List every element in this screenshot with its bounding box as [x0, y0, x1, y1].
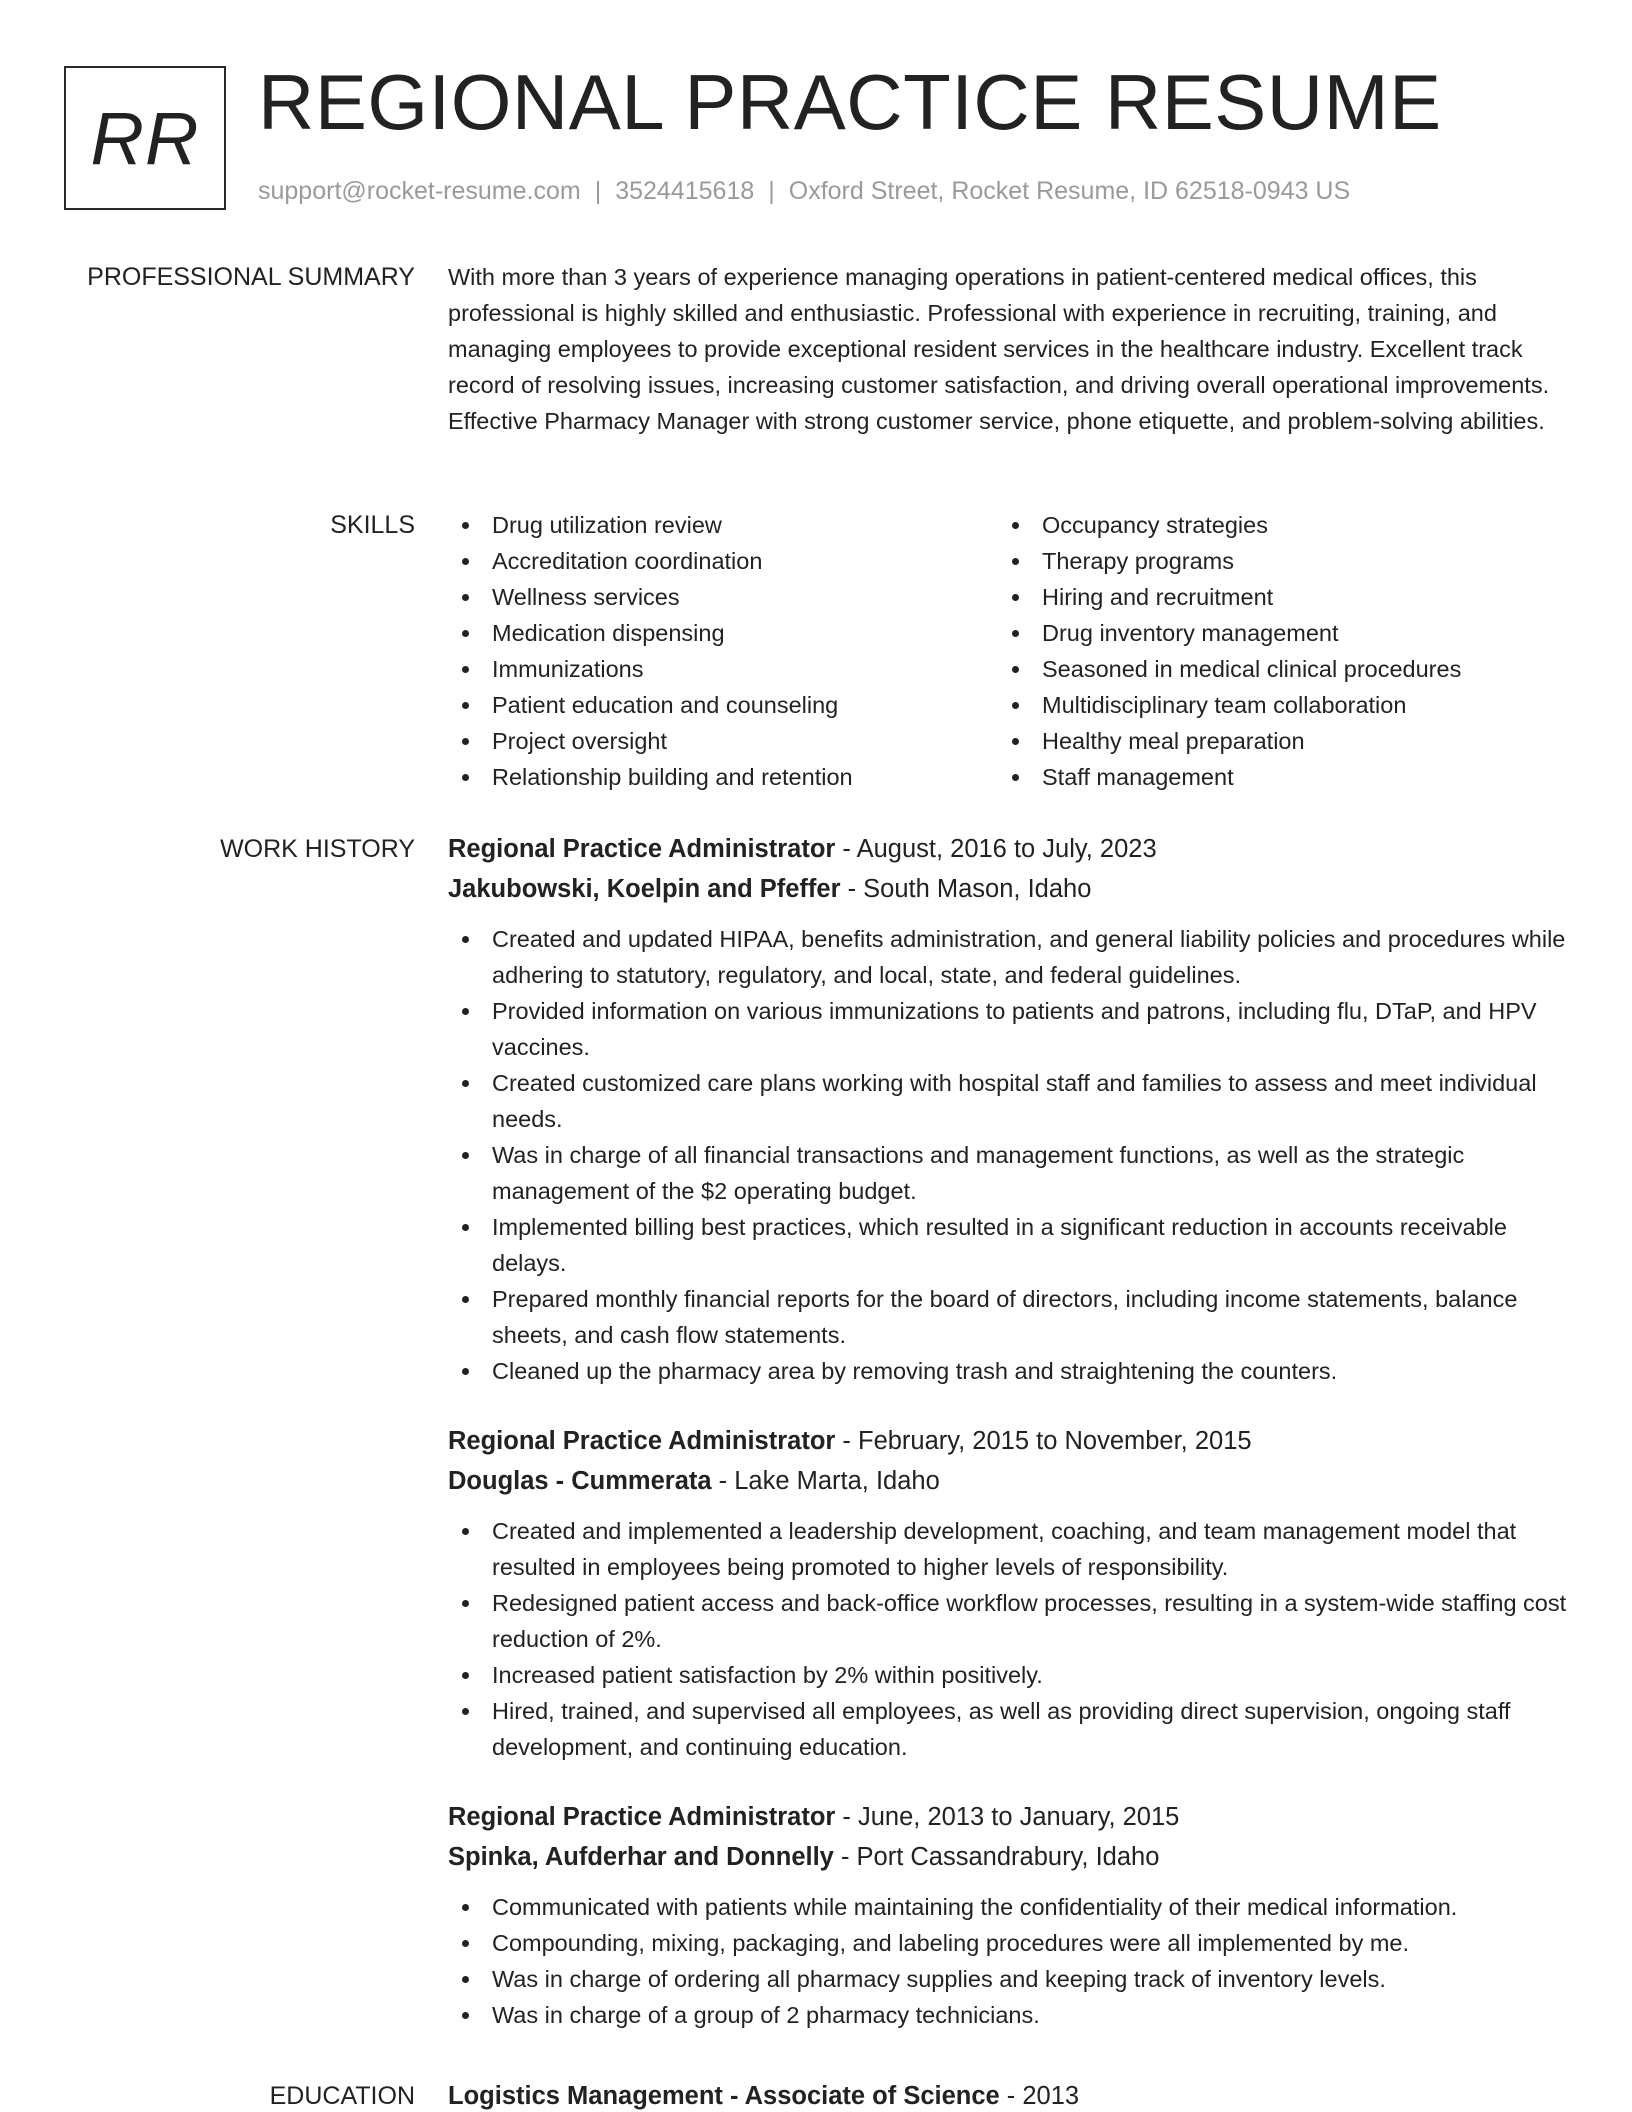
list-item: Cleaned up the pharmacy area by removing trash and straightening the counters.: [448, 1353, 1568, 1389]
list-item: Accreditation coordination: [448, 543, 998, 579]
contact-line: [258, 176, 1350, 206]
list-item: Drug utilization review: [448, 507, 998, 543]
list-item: Project oversight: [448, 723, 998, 759]
job-title: Regional Practice Administrator: [448, 835, 836, 863]
job-bullets: [448, 1889, 1568, 2033]
contact-separator: |: [594, 177, 602, 205]
list-item: Created and implemented a leadership development, coaching, and team management model that resulted in employees being promoted to higher levels of responsibility.: [448, 1513, 1568, 1585]
skills-label: SKILLS: [330, 511, 415, 539]
list-item: Immunizations: [448, 651, 998, 687]
job-location: - Port Cassandrabury, Idaho: [833, 1843, 1160, 1871]
list-item: Created and updated HIPAA, benefits administration, and general liability policies and procedures while adhering to statutory, regulatory, and local, state, and federal guidelines.: [448, 921, 1568, 993]
job-location: - Lake Marta, Idaho: [711, 1467, 940, 1495]
contact-address: Oxford Street, Rocket Resume, ID 62518-0943 US: [788, 177, 1351, 205]
job-title: Regional Practice Administrator: [448, 1427, 836, 1455]
list-item: Hiring and recruitment: [998, 579, 1548, 615]
list-item: Communicated with patients while maintaining the confidentiality of their medical information.: [448, 1889, 1568, 1925]
job-company-line: [448, 1461, 1568, 1501]
education-line: [448, 2076, 1568, 2112]
job-dates: - June, 2013 to January, 2015: [835, 1803, 1180, 1831]
list-item: Wellness services: [448, 579, 998, 615]
job-company-line: [448, 1837, 1568, 1877]
education-body: [448, 2076, 1568, 2112]
list-item: Compounding, mixing, packaging, and labeling procedures were all implemented by me.: [448, 1925, 1568, 1961]
list-item: Patient education and counseling: [448, 687, 998, 723]
list-item: Therapy programs: [998, 543, 1548, 579]
list-item: Hired, trained, and supervised all employees, as well as providing direct supervision, ongoing staff development, and continuing education.: [448, 1693, 1568, 1765]
job-entry: [448, 829, 1568, 1389]
job-location: - South Mason, Idaho: [840, 875, 1092, 903]
job-company: Spinka, Aufderhar and Donnelly: [448, 1843, 834, 1871]
job-title-line: [448, 829, 1568, 869]
list-item: Drug inventory management: [998, 615, 1548, 651]
list-item: Relationship building and retention: [448, 759, 998, 795]
contact-separator: |: [768, 177, 775, 205]
work-history-label: WORK HISTORY: [220, 835, 415, 863]
job-dates: - February, 2015 to November, 2015: [835, 1427, 1252, 1455]
education-year: - 2013: [999, 2082, 1080, 2110]
list-item: Healthy meal preparation: [998, 723, 1548, 759]
summary-label: PROFESSIONAL SUMMARY: [87, 263, 415, 291]
resume-title: REGIONAL PRACTICE RESUME: [258, 58, 1442, 146]
list-item: Created customized care plans working with hospital staff and families to assess and meet individual needs.: [448, 1065, 1568, 1137]
list-item: Seasoned in medical clinical procedures: [998, 651, 1548, 687]
summary-text: With more than 3 years of experience managing operations in patient-centered medical offices, this professional is highly skilled and enthusiastic. Professional with experience in recruiting, training, and managing employees to provide exceptional resident services in the healthcare industry. Excellent track record of resolving issues, increasing customer satisfaction, and driving overall operational improvements. Effective Pharmacy Manager with strong customer service, phone etiquette, and problem-solving abilities.: [448, 264, 1550, 434]
job-bullets: [448, 921, 1568, 1389]
monogram-box: [64, 66, 226, 210]
job-dates: - August, 2016 to July, 2023: [835, 835, 1157, 863]
list-item: Medication dispensing: [448, 615, 998, 651]
list-item: Was in charge of ordering all pharmacy supplies and keeping track of inventory levels.: [448, 1961, 1568, 1997]
list-item: Implemented billing best practices, which resulted in a significant reduction in accounts receivable delays.: [448, 1209, 1568, 1281]
job-bullets: [448, 1513, 1568, 1765]
list-item: Prepared monthly financial reports for the board of directors, including income statements, balance sheets, and cash flow statements.: [448, 1281, 1568, 1353]
job-entry: [448, 1797, 1568, 2033]
list-item: Provided information on various immunizations to patients and patrons, including flu, DTaP, and HPV vaccines.: [448, 993, 1568, 1065]
job-title: Regional Practice Administrator: [448, 1803, 836, 1831]
job-company-line: [448, 869, 1568, 909]
job-title-line: [448, 1797, 1568, 1837]
contact-phone: 3524415618: [615, 177, 755, 205]
skills-list-right: [998, 507, 1548, 795]
list-item: Was in charge of a group of 2 pharmacy technicians.: [448, 1997, 1568, 2033]
monogram-initials: RR: [90, 96, 200, 180]
education-degree: Logistics Management - Associate of Science: [448, 2082, 1000, 2110]
job-entry: [448, 1421, 1568, 1765]
skills-body: [448, 507, 1568, 795]
list-item: Redesigned patient access and back-office workflow processes, resulting in a system-wide staffing cost reduction of 2%.: [448, 1585, 1568, 1657]
skills-list-left: [448, 507, 998, 795]
work-history-body: [448, 829, 1568, 2065]
list-item: Staff management: [998, 759, 1548, 795]
contact-email: support@rocket-resume.com: [258, 177, 581, 205]
job-company: Jakubowski, Koelpin and Pfeffer: [448, 875, 841, 903]
list-item: Increased patient satisfaction by 2% within positively.: [448, 1657, 1568, 1693]
education-label: EDUCATION: [269, 2082, 415, 2110]
job-company: Douglas - Cummerata: [448, 1467, 712, 1495]
list-item: Occupancy strategies: [998, 507, 1548, 543]
list-item: Multidisciplinary team collaboration: [998, 687, 1548, 723]
job-title-line: [448, 1421, 1568, 1461]
list-item: Was in charge of all financial transactions and management functions, as well as the strategic management of the $2 operating budget.: [448, 1137, 1568, 1209]
